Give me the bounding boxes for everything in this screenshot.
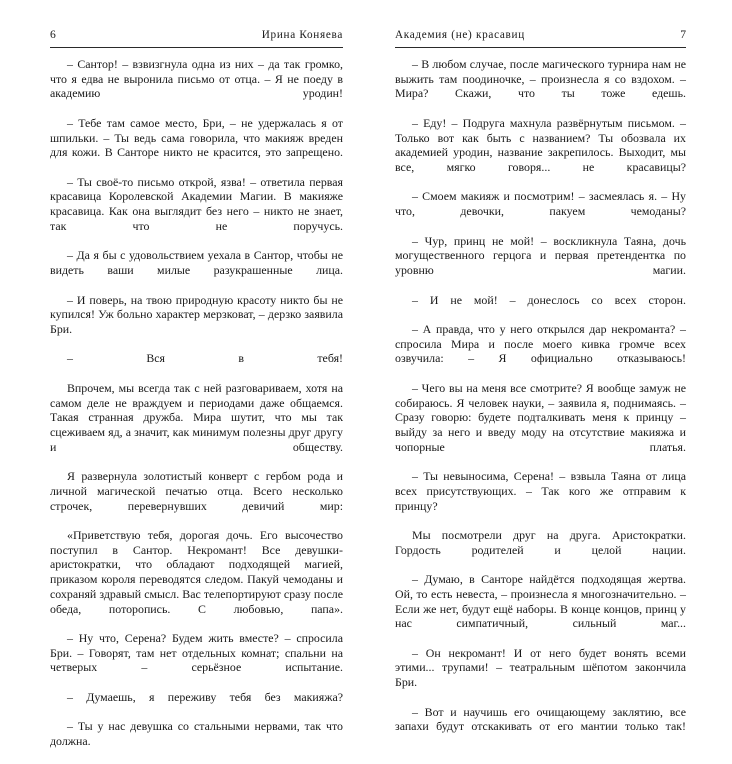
paragraph: Я развернула золотистый конверт с гербом рода и личной магической печатью отца. Всего несколько строчек, перевернувших девичий мир:: [50, 469, 343, 513]
paragraph: – В любом случае, после магического турнира нам не выжить там поодиночке, – произнесла я со вздохом. – Мира? Скажи, что ты тоже едешь.: [395, 57, 686, 101]
paragraph: – Ты невыносима, Серена! – взвыла Таяна от лица всех присутствующих. – Так кого же отправим к принцу?: [395, 469, 686, 513]
page-right: [366, 0, 732, 734]
page-number-left: 6: [50, 28, 56, 41]
paragraph: – Сантор! – взвизгнула одна из них – да так громко, что я едва не выронила письмо от отца. – Я не поеду в академию уродин!: [50, 57, 343, 101]
paragraph: – А правда, что у него открылся дар некроманта? – спросила Мира и после моего кивка громче всех озвучила: – Я официально отказываюсь!: [395, 321, 686, 366]
page-number-right: 7: [680, 28, 686, 41]
paragraph: – Вся в тебя!: [67, 351, 343, 366]
body-text-right: [395, 57, 686, 749]
book-title: Академия (не) красавиц: [395, 29, 525, 41]
paragraph: – Ну что, Серена? Будем жить вместе? – спросила Бри. – Говорят, там нет отдельных комнат; спальни на четверых – серьёзное испытание.: [50, 631, 343, 675]
paragraph: – Ты у нас девушка со стальными нервами, так что должна.: [50, 719, 343, 749]
paragraph: – Думаешь, я переживу тебя без макияжа?: [67, 689, 343, 704]
header-rule-right: [395, 47, 686, 48]
paragraph: – Смоем макияж и посмотрим! – засмеялась я. – Ну что, девочки, пакуем чемоданы?: [395, 189, 686, 219]
header-rule-left: [50, 47, 343, 48]
paragraph: – Тебе там самое место, Бри, – не удержалась я от шпильки. – Ты ведь сама говорила, что макияж вреден для кожи. В Санторе никто не красится, это запрещено.: [50, 115, 343, 160]
paragraph: – Да я бы с удовольствием уехала в Сантор, чтобы не видеть ваши милые разукрашенные лица.: [50, 248, 343, 278]
paragraph-letter: «Приветствую тебя, дорогая дочь. Его высочество поступил в Сантор. Некромант! Все девушки-аристократки, что обладают подходящей магией, приказом короля переводятся следом. Пакуй чемоданы и сохраняй здравый смысл. Вас телепортируют сразу после обеда, поторопись. С любовью, папа».: [50, 528, 343, 616]
paragraph: – Чего вы на меня все смотрите? Я вообще замуж не собираюсь. Я человек науки, – заявила я, поднимаясь. – Сразу говорю: будете подталкивать меня к принцу – выйду за него и введу моду на отсутствие макияжа и чопорные платья.: [395, 380, 686, 454]
paragraph: Мы посмотрели друг на друга. Аристократки. Гордость родителей и целой нации.: [395, 528, 686, 557]
paragraph: – Вот и научишь его очищающему заклятию, все запахи будут отскакивать от его мантии только так!: [395, 704, 686, 734]
paragraph: – И поверь, на твою природную красоту никто бы не купился! Уж больно характер мерзковат, – дерзко заявила Бри.: [50, 292, 343, 336]
paragraph: – Ты своё-то письмо открой, язва! – ответила первая красавица Королевской Академии Магии. В макияже красавица. Как она выглядит без него – никто не знает, так что не поручусь.: [50, 174, 343, 233]
page-left: [0, 0, 366, 749]
running-head-left: [50, 28, 343, 44]
body-text-left: [50, 57, 343, 764]
paragraph: – И не мой! – донеслось со всех сторон.: [412, 292, 686, 307]
running-head-right: [395, 28, 686, 44]
author-name: Ирина Коняева: [261, 29, 343, 41]
paragraph: – Еду! – Подруга махнула развёрнутым письмом. – Только вот как быть с названием? Ты обозвала их академией уродин, название закрепилось. Выходит, мы все, мягко говоря... не красавицы?: [395, 115, 686, 175]
paragraph: – Он некромант! И от него будет вонять всеми этими... трупами! – театральным шёпотом закончила Бри.: [395, 645, 686, 690]
paragraph: – Думаю, в Санторе найдётся подходящая жертва. Ой, то есть невеста, – произнесла я многозначительно. – Если же нет, будут ещё наборы. В конце концов, принц у нас симпатичный, сильный маг...: [395, 572, 686, 631]
paragraph: Впрочем, мы всегда так с ней разговариваем, хотя на самом деле не враждуем и периодами даже общаемся. Такая странная дружба. Мира шутит, что мы так сцеживаем яд, а значит, как минимум полезны друг другу и обществу.: [50, 380, 343, 454]
paragraph: – Чур, принц не мой! – воскликнула Таяна, дочь могущественного герцога и первая претендентка по уровню магии.: [395, 233, 686, 278]
